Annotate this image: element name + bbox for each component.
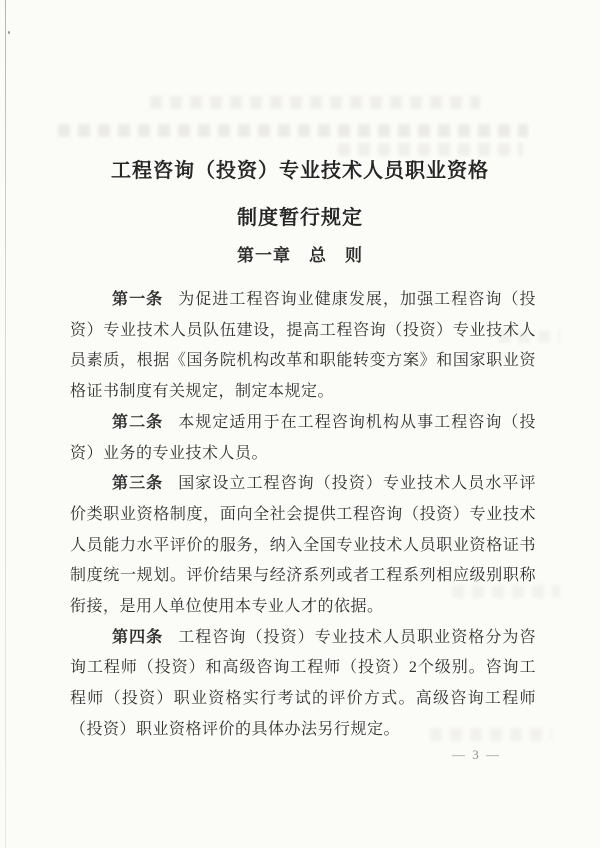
document-title-line2: 制度暂行规定	[237, 207, 363, 229]
article-paragraph-1	[70, 285, 536, 408]
article-paragraph-3	[70, 469, 536, 623]
bleedthrough-artifact	[58, 124, 528, 137]
bleedthrough-artifact	[150, 96, 480, 109]
chapter-heading: 第一章 总 则	[237, 246, 363, 265]
article-3-label: 第三条	[112, 475, 164, 493]
article-4-text: 工程咨询（投资）专业技术人员职业资格分为咨询工程师（投资）和高级咨询工程师（投资）2个级别。咨询工程师（投资）职业资格实行考试的评价方式。高级咨询工程师（投资）职业资格评价的具体办法另行规定。	[70, 628, 536, 738]
article-paragraph-2	[70, 408, 536, 469]
scan-speck	[8, 31, 10, 34]
article-4-label: 第四条	[112, 628, 164, 646]
article-2-text: 本规定适用于在工程咨询机构从事工程咨询（投资）业务的专业技术人员。	[70, 413, 536, 462]
article-1-text: 为促进工程咨询业健康发展，加强工程咨询（投资）专业技术人员队伍建设，提高工程咨询（投资）专业技术人员素质，根据《国务院机构改革和职能转变方案》和国家职业资格证书制度有关规定，制定本规定。	[70, 291, 536, 401]
article-1-label: 第一条	[112, 291, 164, 308]
document-title-line1: 工程咨询（投资）专业技术人员职业资格	[111, 160, 489, 182]
article-3-text: 国家设立工程咨询（投资）专业技术人员水平评价类职业资格制度，面向全社会提供工程咨询（投资）专业技术人员能力水平评价的服务，纳入全国专业技术人员职业资格证书制度统一规划。评价结果与经济系列或者工程系列相应级别职称衔接，是用人单位使用本专业人才的依据。	[70, 475, 536, 616]
article-paragraph-4	[70, 623, 536, 746]
article-2-label: 第二条	[112, 413, 164, 431]
scan-edge-line	[5, 0, 6, 848]
page-number: — 3 —	[452, 747, 501, 762]
document-title	[0, 148, 600, 242]
document-body	[70, 285, 536, 746]
